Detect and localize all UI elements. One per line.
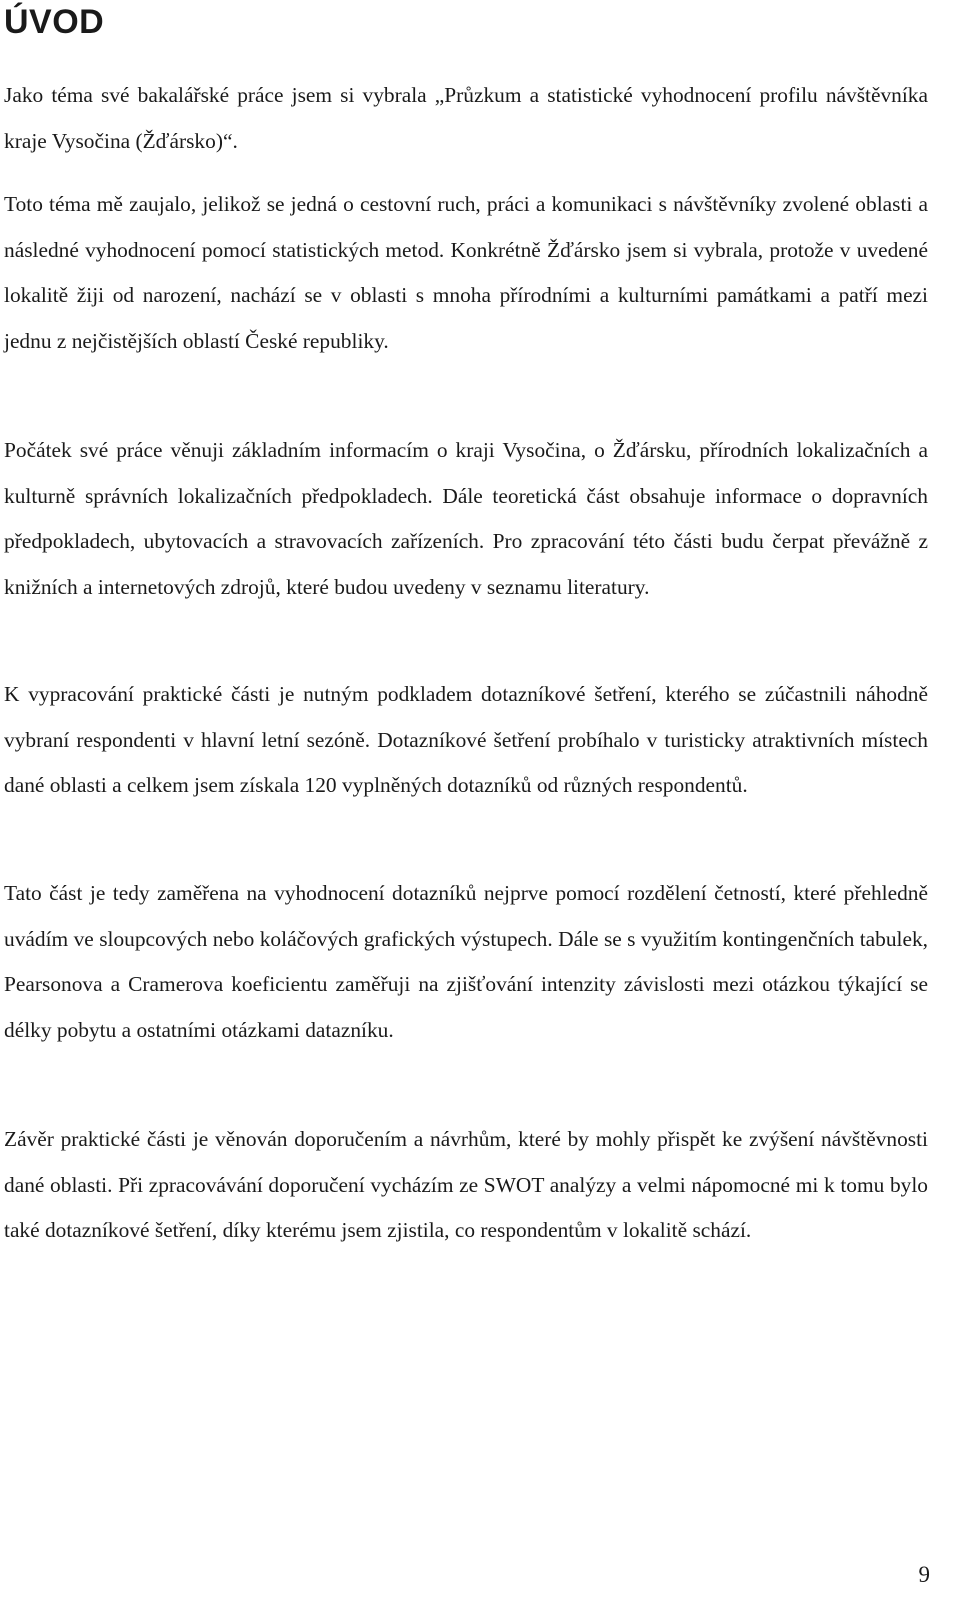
paragraph-topic: Jako téma své bakalářské práce jsem si vybrala „Průzkum a statistické vyhodnocení profilu návštěvníka kraje Vysočina (Žďársko)“. <box>4 83 928 153</box>
paragraph-questionnaire: K vypracování praktické části je nutným podkladem dotazníkové šetření, kterého se zúčastnili náhodně vybraní respondenti v hlavní letní sezóně. Dotazníkové šetření probíhalo v turisticky atraktivních místech dané oblasti a celkem jsem získala 120 vyplněných dotazníků od různých respondentů. <box>4 682 928 798</box>
page-number: 9 <box>918 1562 930 1587</box>
chapter-heading: ÚVOD <box>4 3 105 41</box>
paragraph-motivation: Toto téma mě zaujalo, jelikož se jedná o cestovní ruch, práci a komunikaci s návštěvníky zvolené oblasti a následné vyhodnocení pomocí statistických metod. Konkrétně Žďársko jsem si vybrala, protože v uvedené lokalitě žiji od narození, nachází se v oblasti s mnoha přírodními a kulturními památkami a patří mezi jednu z nejčistějších oblastí České republiky. <box>4 192 928 354</box>
paragraph-conclusion: Závěr praktické části je věnován doporučením a návrhům, které by mohly přispět ke zvýšení návštěvnosti dané oblasti. Při zpracovávání doporučení vycházím ze SWOT analýzy a velmi nápomocné mi k tomu bylo také dotazníkové šetření, díky kterému jsem zjistila, co respondentům v lokalitě schází. <box>4 1127 928 1243</box>
paragraph-evaluation: Tato část je tedy zaměřena na vyhodnocení dotazníků nejprve pomocí rozdělení četností, které přehledně uvádím ve sloupcových nebo koláčových grafických výstupech. Dále se s využitím kontingenčních tabulek, Pearsonova a Cramerova koeficientu zaměřuji na zjišťování intenzity závislosti mezi otázkou týkající se délky pobytu a ostatními otázkami datazníku. <box>4 881 928 1043</box>
paragraph-theoretical-part: Počátek své práce věnuji základním informacím o kraji Vysočina, o Žďársku, přírodních lokalizačních a kulturně správních lokalizačních předpokladech. Dále teoretická část obsahuje informace o dopravních předpokladech, ubytovacích a stravovacích zařízeních. Pro zpracování této části budu čerpat převážně z knižních a internetových zdrojů, které budou uvedeny v seznamu literatury. <box>4 438 928 600</box>
